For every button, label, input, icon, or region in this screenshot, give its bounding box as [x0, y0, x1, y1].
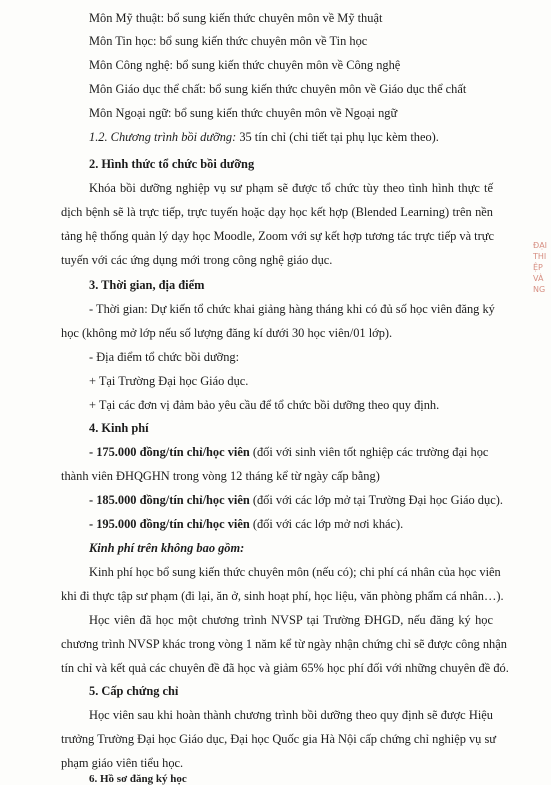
para-giam-hoc-phi-2: chương trình NVSP khác trong vòng 1 năm kể từ ngày nhận chứng chỉ sẽ được công nhận: [61, 637, 507, 651]
stamp-text: ỆP: [533, 263, 543, 272]
para-chung-chi-3: phạm giáo viên tiểu học.: [61, 756, 184, 770]
para-kinh-phi-1: [89, 445, 488, 460]
para-thoi-gian-2: học (không mở lớp nếu số lượng đăng kí dưới 30 học viên/01 lớp).: [61, 326, 393, 340]
para-dia-diem-1: + Tại Trường Đại học Giáo dục.: [89, 374, 249, 388]
red-stamp-fragment: [533, 240, 551, 330]
stamp-text: THI: [533, 252, 547, 261]
para-thoi-gian-1: - Thời gian: Dự kiến tổ chức khai giảng hàng tháng khi có đủ số học viên đăng ký: [89, 302, 495, 316]
para-kinh-phi-4: [89, 517, 403, 532]
heading-khong-bao-gom: Kinh phí trên không bao gồm:: [89, 541, 245, 555]
line-giao-duc-the-chat: Môn Giáo dục thể chất: bổ sung kiến thức chuyên môn về Giáo dục thể chất: [89, 82, 467, 96]
line-my-thuat: Môn Mỹ thuật: bổ sung kiến thức chuyên môn về Mỹ thuật: [89, 11, 383, 25]
para-chung-chi-2: trưởng Trường Đại học Giáo dục, Đại học Quốc gia Hà Nội cấp chứng chỉ nghiệp vụ sư: [61, 732, 497, 746]
heading-ho-so: 6. Hồ sơ đăng ký học: [89, 773, 187, 785]
heading-hinh-thuc: 2. Hình thức tổ chức bồi dưỡng: [89, 157, 255, 171]
stamp-text: VÀ: [533, 274, 544, 283]
fee-175: - 175.000 đồng/tín chỉ/học viên: [89, 445, 250, 459]
para-hinh-thuc-2: dịch bệnh sẽ là trực tiếp, trực tuyến hoặc dạy học kết hợp (Blended Learning) trên nền: [61, 205, 493, 219]
stamp-text: ĐẠI: [533, 241, 548, 250]
line-tin-hoc: Môn Tin học: bổ sung kiến thức chuyên môn về Tin học: [89, 34, 368, 48]
para-kinh-phi-3: [89, 493, 503, 508]
line-ngoai-ngu: Môn Ngoại ngữ: bổ sung kiến thức chuyên môn về Ngoại ngữ: [89, 106, 398, 120]
para-chung-chi-1: Học viên sau khi hoàn thành chương trình bồi dưỡng theo quy định sẽ được Hiệu: [89, 708, 493, 722]
para-khong-bao-gom-2: khi đi thực tập sư phạm (đi lại, ăn ở, sinh hoạt phí, học liệu, văn phòng phẩm cá nhân…).: [61, 589, 504, 603]
chuong-trinh-value: 35 tín chỉ (chi tiết tại phụ lục kèm theo).: [236, 130, 439, 144]
heading-cap-chung-chi: 5. Cấp chứng chỉ: [89, 684, 179, 698]
line-cong-nghe: Môn Công nghệ: bổ sung kiến thức chuyên môn về Công nghệ: [89, 58, 401, 72]
para-giam-hoc-phi-3: tín chỉ và kết quả các chuyên đề đã học và giảm 65% học phí đối với những chuyên đề đó.: [61, 661, 509, 675]
fee-185: - 185.000 đồng/tín chỉ/học viên: [89, 493, 250, 507]
fee-175-note: (đối với sinh viên tốt nghiệp các trường đại học: [249, 445, 489, 459]
para-dia-diem: - Địa điểm tổ chức bồi dưỡng:: [89, 350, 240, 364]
para-giam-hoc-phi-1: Học viên đã học một chương trình NVSP tại Trường ĐHGD, nếu đăng ký học: [89, 613, 493, 627]
line-chuong-trinh: [89, 130, 439, 145]
para-hinh-thuc-1: Khóa bồi dưỡng nghiệp vụ sư phạm sẽ được tổ chức tùy theo tình hình thực tế: [89, 181, 493, 195]
para-hinh-thuc-3: tảng hệ thống quản lý dạy học Moodle, Zoom với sự kết hợp tương tác trực tiếp và trực: [61, 229, 494, 243]
para-hinh-thuc-4: tuyến với các ứng dụng mới trong công nghệ giáo dục.: [61, 253, 333, 267]
stamp-text: NG: [533, 285, 546, 294]
fee-195-note: (đối với các lớp mở nơi khác).: [249, 517, 404, 531]
para-khong-bao-gom-1: Kinh phí học bổ sung kiến thức chuyên môn (nếu có); chi phí cá nhân của học viên: [89, 565, 501, 579]
fee-185-note: (đối với các lớp mở tại Trường Đại học Giáo dục).: [249, 493, 503, 507]
chuong-trinh-label: 1.2. Chương trình bồi dưỡng:: [89, 130, 237, 144]
fee-195: - 195.000 đồng/tín chỉ/học viên: [89, 517, 250, 531]
para-kinh-phi-2: thành viên ĐHQGHN trong vòng 12 tháng kể từ ngày cấp bằng): [61, 469, 380, 483]
heading-kinh-phi: 4. Kinh phí: [89, 421, 149, 435]
para-dia-diem-2: + Tại các đơn vị đảm bảo yêu cầu để tổ chức bồi dưỡng theo quy định.: [89, 398, 440, 412]
heading-thoi-gian: 3. Thời gian, địa điểm: [89, 278, 205, 292]
